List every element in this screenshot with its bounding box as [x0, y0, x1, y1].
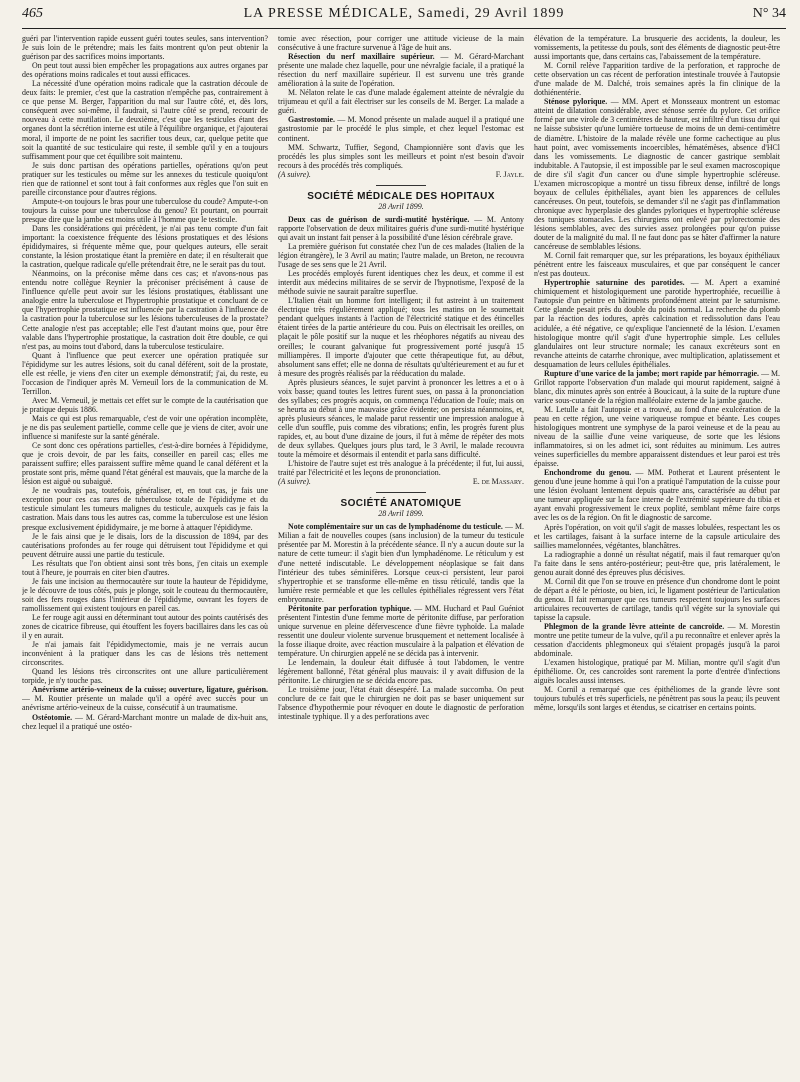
paragraph: Je fais une incision au thermocautère sur toute la hauteur de l'épididyme, je le découvre de tous côtés, puis je plonge, soit le couteau du thermocautère, soit des fers rouges dans l'intérieur de l'épididyme, ouvrant les foyers de ramollissement qui existent toujours en pareil cas. — [22, 576, 268, 613]
paragraph: La nécessité d'une opération moins radicale que la castration découle de deux faits: le premier, c'est que la castration n'empêche pas, contrairement à ce que pense M. Berger, l'apparition du mal sur l'autre côté, et, dès lors, conséquent avec soi-même, il faudrait, si l'autre côté se prend, recourir de nouveau à cette mutilation. Le deuxième, c'est que les testicules étant des organes dont la sécrétion interne est utile à l'équilibre organique, et j'ajouterai moral, il importe de ne point les sacrifier tous deux, car, quelque petite que soit la quantité de suc testiculaire qui reste, il semble qu'il y en a toujours suffisamment pour que cet équilibre soit maintenu. — [22, 79, 268, 161]
article-text: — M. Gérard-Marchant présente une malade chez laquelle, pour une névralgie faciale, il a pratiqué la résection du nerf maxillaire supérieur. Il est survenu une très grande amélioration à la suite de l'opération. — [278, 52, 524, 89]
paragraph: L'examen histologique, pratiqué par M. Milian, montre qu'il s'agit d'un épithéliome. Or, ces cancroïdes sont rarement la porte d'entrée d'infections aiguës locales aussi intenses. — [534, 658, 780, 686]
paragraph: La radiographie a donné un résultat négatif, mais il faut remarquer qu'on l'a faite dans le sens antéro-postérieur; peut-être que, pris latéralement, le genou aurait donné des épreuves plus décisives. — [534, 549, 780, 577]
paragraph: MM. Schwartz, Tuffier, Segond, Championnière sont d'avis que les procédés les plus simples sont les meilleurs et point n'est besoin d'avoir recours à des procédés très compliqués. — [278, 142, 524, 170]
paragraph — [22, 685, 268, 712]
article-text: — M. Morestin montre une petite tumeur de la vulve, qu'il a pu reconnaître et enlever après la cessation d'accidents phlegmoneux qui s'étaient propagés jusqu'à la paroi abdominale. — [534, 622, 780, 659]
article-heading: Sténose pylorique. — [544, 97, 608, 107]
article-text: — MM. Huchard et Paul Guéniot présentent l'intestin d'une femme morte de péritonite diffuse, par perforation unique survenue en pleine défervescence d'une fièvre typhoïde. La malade ressentit une douleur violente survenue brusquement et nettement localisée à la fosse iliaque droite, avec réaction musculaire à la palpation et élévation de température. Un chirurgien appelé ne se décida pas à intervenir. — [278, 603, 524, 658]
paragraph: La première guérison fut constatée chez l'un de ces malades (Italien de la légion étrangère), le 3 Avril au matin; l'autre malade, un Breton, ne recouvra l'usage de ses sens que le 21 Avril. — [278, 241, 524, 270]
journal-title: LA PRESSE MÉDICALE, Samedi, 29 Avril 1899 — [243, 6, 565, 21]
columns — [22, 34, 786, 1080]
article-heading: Enchondrome du genou. — [544, 468, 632, 478]
paragraph: M. Cornil a remarqué que ces épithéliomes de la grande lèvre sont toujours tubulés et très superficiels, ne pénètrent pas sous la peau; ils peuvent même, lorsqu'ils sont larges et étendus, se cicatriser en certains points. — [534, 685, 780, 713]
paragraph: M. Letulle a fait l'autopsie et a trouvé, au fond d'une exulcération de la peau en cette région, une veine variqueuse rompue et béante. Les coupes histologiques montrent une symphyse de la paroi veineuse et de la peau au niveau de la saillie d'une veine variqueuse, de sorte que les lésions inflammatoires, si on les admet ici, sont réduites au minimum. Les autres veines superficielles du membre apparaissent distendues et leur paroi est très épaisse. — [534, 404, 780, 469]
article-text: — MM. Potherat et Laurent présentent le genou d'une jeune homme à qui l'on a pratiqué l'amputation de la cuisse pour une lésion évoluant lentement depuis quatre ans, caractérisée au début par une tumeur appliquée sur la face interne de l'extrémité supérieure du tibia et ayant envahi progressivement le creux poplité, semblant même faire corps avec les os de la région. On fit le diagnostic de sarcome. — [534, 468, 780, 523]
article-heading: Ostéotomie. — [32, 712, 73, 722]
paragraph — [278, 215, 524, 242]
paragraph: Je ne voudrais pas, toutefois, généraliser, et, en tout cas, je fais une exception pour ces cas rares de tuberculose totale de l'épididyme et du testicule simulant les tumeurs malignes du testicule, auxquels cas je fais la castration. Mais dans tous les autres cas, comme la tuberculose est une lésion presque exclusivement épididymaire, je me borne à attaquer l'épididyme. — [22, 486, 268, 532]
paragraph: élévation de la température. La brusquerie des accidents, la douleur, les vomissements, la petitesse du pouls, sont des éléments de diagnostic peut-être aussi importants que, dans certains cas, l'abaissement de la température. — [534, 34, 780, 62]
section-date: 28 Avril 1899. — [378, 201, 424, 211]
paragraph: M. Cornil dit que l'on se trouve en présence d'un chondrome dont le point de départ a été le périoste, ou bien, ici, le ligament postérieur de l'articulation du genou. Il fait remarquer que ces tumeurs respectent toujours les surfaces articulaires recouvertes de cartilage, tandis qu'il végète sur la synoviale qui tapisse la capsule. — [534, 576, 780, 622]
paragraph — [534, 97, 780, 251]
paragraph: Mais ce qui est plus remarquable, c'est de voir une opération incomplète, je ne dis pas seulement partielle, comme celle que je viens de citer, avoir une influence si manifeste sur la santé générale. — [22, 413, 268, 442]
paragraph: Dans les considérations qui précèdent, je n'ai pas tenu compte d'un fait important: la coexistence fréquente des lésions prostatiques et des lésions épididymaires, si fréquente même que, pour quelques auteurs, elle serait constante, la lésion prostatique étant la première en date; il en résulterait que la castration, quelque radicale qu'elle prétendrait être, ne le serait pas du tout. — [22, 223, 268, 270]
paragraph: tomie avec résection, pour corriger une attitude vicieuse de la main consécutive à une fracture survenue à l'âge de huit ans. — [278, 34, 524, 53]
article-heading: Gastrostomie. — [288, 115, 335, 125]
paragraph: Le fer rouge agit aussi en déterminant tout autour des points cautérisés des zones de cicatrice fibreuse, qui étouffent les foyers bacillaires dans les cas où il y en aurait. — [22, 613, 268, 641]
paragraph — [278, 522, 524, 603]
article-heading: Anévrisme artério-veineux de la cuisse; ouverture, ligature, guérison. — [32, 685, 268, 695]
paragraph — [534, 278, 780, 368]
paragraph: Quant à l'influence que peut exercer une opération pratiquée sur l'épididyme sur les autres lésions, soit du canal déférent, soit de la prostate, elle est réelle, je viens d'en citer un exemple démonstratif; j'ai, du reste, eu l'occasion de l'indiquer après M. Verneuil lors de la communication de M. Terrillon. — [22, 350, 268, 396]
to-be-continued: (A suivre). — [278, 169, 311, 179]
signature-line — [278, 170, 524, 179]
article-heading: Péritonite par perforation typhique. — [288, 603, 412, 613]
paragraph: L'histoire de l'autre sujet est très analogue à la précédente; il fut, lui aussi, traité par l'électricité et les leçons de prononciation. — [278, 459, 524, 478]
paragraph: Le lendemain, la douleur était diffusée à tout l'abdomen, le ventre légèrement ballonné, l'état général plus mauvais: il y avait diffusion de la péritonite. Le chirurgien ne se décida encore pas. — [278, 658, 524, 686]
article-text: — M. Routier présente un malade qu'il a opéré avec succès pour un anévrisme artério-veineux de la cuisse, consécutif à un traumatisme. — [22, 694, 268, 713]
paragraph — [278, 604, 524, 658]
article-heading: Deux cas de guérison de surdi-mutité hystérique. — [288, 214, 470, 224]
paragraph — [534, 622, 780, 658]
paragraph: Après l'opération, on voit qu'il s'agit de masses lobulées, respectant les os et les cartilages, faisant à la surface interne de la capsule articulaire des saillies mamelonnées, végétantes, blanchâtres. — [534, 522, 780, 550]
paragraph: Ampute-t-on toujours le bras pour une tuberculose du coude? Ampute-t-on toujours la cuisse pour une tuberculose du genou? Et pourtant, on pourrait presque dire que la jambe est moins utile à l'homme que le testicule. — [22, 196, 268, 224]
paragraph — [534, 468, 780, 522]
article-text: — M. Milian a fait de nouvelles coupes (sans inclusion) de la tumeur du testicule présentée par M. Morestin à la précédente séance. Il n'y a aucun doute sur la nature de cette tumeur: il s'agit bien d'un lymphadénome. Le réticulum y est d'une netteté indiscutable. Le développement néoplasique se fait dans l'intérieur des tubes séminifères. Lorsque ceux-ci persistent, leur paroi s'hypertrophie et se transforme elle-même en tissu réticulé, tandis que la lumière reste perméable et que les cellules épithéliales régressent vers l'état embryonnaire. — [278, 522, 524, 604]
signature-line — [278, 477, 524, 486]
paragraph: Néanmoins, on la préconise même dans ces cas; et n'avons-nous pas entendu notre collègue Reynier la préconiser précisément à cause de l'influence qu'elle peut avoir sur les lésions prostatiques, établissant une analogie entre la tuberculose et l'hypertrophie prostatique et concluant de ce que l'hypertrophie prostatique est influencée par la castration à l'influence de la castration pour la tuberculose sur les lésions tuberculeuses de la prostate? Cette analogie n'est pas acceptable; elle l'est d'autant moins que, pour être valable dans l'hypertrophie prostatique, la castration doit être double, ce qui n'est pas, au moins tout d'abord, dans la tuberculose testiculaire. — [22, 269, 268, 351]
article-text: — M. Apert a examiné chimiquement et histologiquement une parotide hypertrophiée, recueillie à l'autopsie d'un peintre en bâtiments profondément atteint par le saturnisme. Cette glande pesait près du double du poids normal. La recherche du plomb par la réaction des iodures, après calcination et redissolution dans l'eau acidulée, a été négative, ce qu'explique l'ancienneté de la lésion. L'examen histologique montre qu'il s'agit d'une hypertrophie simple. Les cellules glandulaires ont leur structure normale; les canaux excréteurs sont en revanche atteints de catarrhe chronique, avec multiplication, aplatissement et desquamation de leurs cellules épithéliales. — [534, 278, 780, 369]
paragraph: M. Nélaton relate le cas d'une malade également atteinte de névralgie du trijumeau et qu'il a fait électriser sur les conseils de M. Berger. La malade a guéri. — [278, 88, 524, 116]
to-be-continued: (A suivre). — [278, 477, 311, 487]
article-text: — M. Monod présente un malade auquel il a pratiqué une gastrostomie par le procédé le plus simple, et chez lequel l'estomac est continent. — [278, 115, 524, 143]
divider — [376, 185, 426, 186]
paragraph: Quand les lésions très circonscrites ont une allure particulièrement torpide, je n'y touche pas. — [22, 667, 268, 686]
paragraph: Le troisième jour, l'état était désespéré. La malade succomba. On peut conclure de ce fait que le chirurgien ne doit pas se baser uniquement sur l'absence d'hypothermie pour révoquer en doute le diagnostic de perforation intestinale typhique. Il y a des perforations avec — [278, 685, 524, 722]
section-date: 28 Avril 1899. — [378, 509, 424, 519]
paragraph: Je suis donc partisan des opérations partielles, opérations qu'on peut pratiquer sur les testicules ou même sur les annexes du testicule quoiqu'ont rien que de rationnel et sont tout à fait conformes aux règles que l'on suit en pareille circonstance pour d'autres régions. — [22, 160, 268, 197]
article-heading: Rupture d'une varice de la jambe; mort rapide par hémorragie. — [544, 368, 760, 378]
paragraph: Avec M. Verneuil, je mettais cet effet sur le compte de la cautérisation que je pratique depuis 1886. — [22, 395, 268, 414]
article-text: — MM. Apert et Monsseaux montrent un estomac atteint de dilatation considérable, avec sténose serrée du pylore. Cet orifice formé par une virole de 3 centimètres de hauteur, est infiltré d'un tissu dur qui ne laisse subsister qu'une lumière tortueuse de moins de un demi-centimètre de diamètre. L'histoire de la malade révèle une forme cachectique au plus haut point, avec vomissements incoercibles, hématémèses, absence d'HCl dans les vomissements. Le diagnostic de cancer gastrique semblait indubitable. A l'autopsie, il est impossible par le seul examen macroscopique de dire s'il s'agit d'un cancer ou d'une simple hypertrophie scléreuse. L'examen microscopique a montré un tissu fibreux dense, infiltré de longs boyaux de cellules épithéliales, ayant bien les apparences de cellules cancéreuses. On peut, toutefois, se demander s'il ne s'agit pas d'inflammation chronique avec hyperplasie des glandes pyloriques et hypertrophie scléreuse des tuniques stomacales. Les chirurgiens ont enlevé par pylorectomie des lésions semblables, avec des survies assez prolongées pour qu'on puisse douter de la malignité du mal. Il ne faut donc pas se hâter d'affirmer la nature cancéreuse de semblables lésions. — [534, 97, 780, 252]
paragraph — [278, 52, 524, 88]
article-heading: Hypertrophie saturnine des parotides. — [544, 278, 685, 288]
article-heading: Note complémentaire sur un cas de lymphadénome du testicule. — [288, 522, 503, 532]
paragraph: On peut tout aussi bien empêcher les propagations aux autres organes par des opérations moins radicales et tout aussi efficaces. — [22, 61, 268, 80]
paragraph — [22, 713, 268, 731]
paragraph: L'Italien était un homme fort intelligent; il fut astreint à un traitement électrique très régulièrement appliqué; tous les matins on le soumettait pendant quelques instants à l'action de l'électricité statique et des étincelles étaient tirées de la partie antérieure du cou. Puis on électrisait les oreilles, on plaçait le pôle positif sur la nuque et les rhéophores négatifs au niveau des oreilles; le courant galvanique fut progressivement porté jusqu'à 15 milliampères. Il importe d'ajouter que cette thérapeutique fut, au début, absolument sans effet; elle ne donna de résultats qu'ultérieurement et au fur et à mesure des progrès réalisés par la rééducation du malade. — [278, 296, 524, 378]
paragraph — [534, 369, 780, 405]
column-3 — [534, 34, 780, 1080]
column-2 — [278, 34, 524, 1080]
column-1 — [22, 34, 268, 1080]
article-text: — M. Gérard-Marchant montre un malade de dix-huit ans, chez lequel il a pratiqué une ostéo- — [22, 712, 268, 731]
section-title: SOCIÉTÉ MÉDICALE DES HOPITAUX — [307, 190, 495, 202]
paragraph: Je le fais ainsi que je le disais, lors de la discussion de 1894, par des cautérisations profondes au fer rouge qui détruisent tout l'épididyme et qui peuvent détruire aussi une partie du testicule. — [22, 531, 268, 559]
article-heading: Résection du nerf maxillaire supérieur. — [288, 52, 435, 62]
article-text: — M. Antony rapporte l'observation de deux militaires guéris d'une surdi-mutité hystérique qui avait un instant fait penser à la possibilité d'une lésion cérébrale grave. — [278, 214, 524, 242]
paragraph: guéri par l'intervention rapide eussent guéri toutes seules, sans intervention? Je suis loin de le prétendre; mais les faits montrent qu'on peut obtenir la guérison par des sacrifices moins importants. — [22, 34, 268, 62]
page-header — [22, 6, 786, 29]
section-title: SOCIÉTÉ ANATOMIQUE — [340, 498, 462, 510]
paragraph: Je n'ai jamais fait l'épididymectomie, mais je ne verrais aucun inconvénient à la pratiquer dans les cas de lésions très nettement circonscrites. — [22, 640, 268, 668]
paragraph: Les procédés employés furent identiques chez les deux, et comme il est interdit aux médecins militaires de se servir de l'hypnotisme, l'exposé de la méthode suivie ne saurait paraître superflue. — [278, 269, 524, 297]
issue-number: N° 34 — [752, 6, 786, 21]
paragraph: Après plusieurs séances, le sujet parvint à prononcer les lettres a et o à voix basse; quand toutes les lettres furent sues, on passa à la prononciation des syllabes; ces progrès acquis, on commença l'éducation de l'ouïe; mais on se heurta au début à une mauvaise grâce évidente; on persista néanmoins, et, après plusieurs séances, le malade parut ressentir une impression analogue à celle d'un souffle, puis comme des vibrations; enfin, les progrès furent plus rapides, et, au bout d'une dizaine de jours, il fut à même de répéter des mots de deux syllabes. Quelques jours plus tard, le 3 Avril, le malade recouvra toute la mémoire et désormais il entendit et parla sans difficulté. — [278, 377, 524, 460]
article-text: — M. Grillot rapporte l'observation d'un malade qui mourut rapidement, saigné à blanc, dix minutes après son entrée à Boucicaut, à la suite de la rupture d'une varice sous-cutanée de la région malléolaire externe de la jambe gauche. — [534, 368, 780, 405]
page-number: 465 — [22, 6, 43, 21]
paragraph: Ce sont donc ces opérations partielles, c'est-à-dire bornées à l'épididyme, que je crois devoir, de par les faits, conseiller en pareil cas; elles me paraissent suffire; elles paraissent suffire même quand le canal déférent et la prostate sont pris, même quand l'état général est mauvais, que la marche de la lésion est aiguë ou subaiguë. — [22, 441, 268, 487]
paragraph: M. Cornil relève l'apparition tardive de la perforation, et rapproche de cette observation un cas récent de perforation intestinale trouvée à l'autopsie d'une malade de M. Dalché, trois semaines après la fin clinique de la dothiénentérie. — [534, 61, 780, 98]
article-heading: Phlegmon de la grande lèvre atteinte de cancroïde. — [544, 622, 725, 632]
divider — [376, 492, 426, 493]
paragraph — [278, 115, 524, 142]
paragraph: Les résultats que l'on obtient ainsi sont très bons, j'en citais un exemple tout à l'heure, je pourrais en citer bien d'autres. — [22, 558, 268, 577]
paragraph: M. Cornil fait remarquer que, sur les préparations, les boyaux épithéliaux pénètrent entre les faisceaux musculaires, et que par conséquent le cancer n'est pas douteux. — [534, 251, 780, 279]
author-signature: E. de Massary. — [472, 477, 524, 487]
author-signature: F. Jayle. — [495, 169, 524, 179]
